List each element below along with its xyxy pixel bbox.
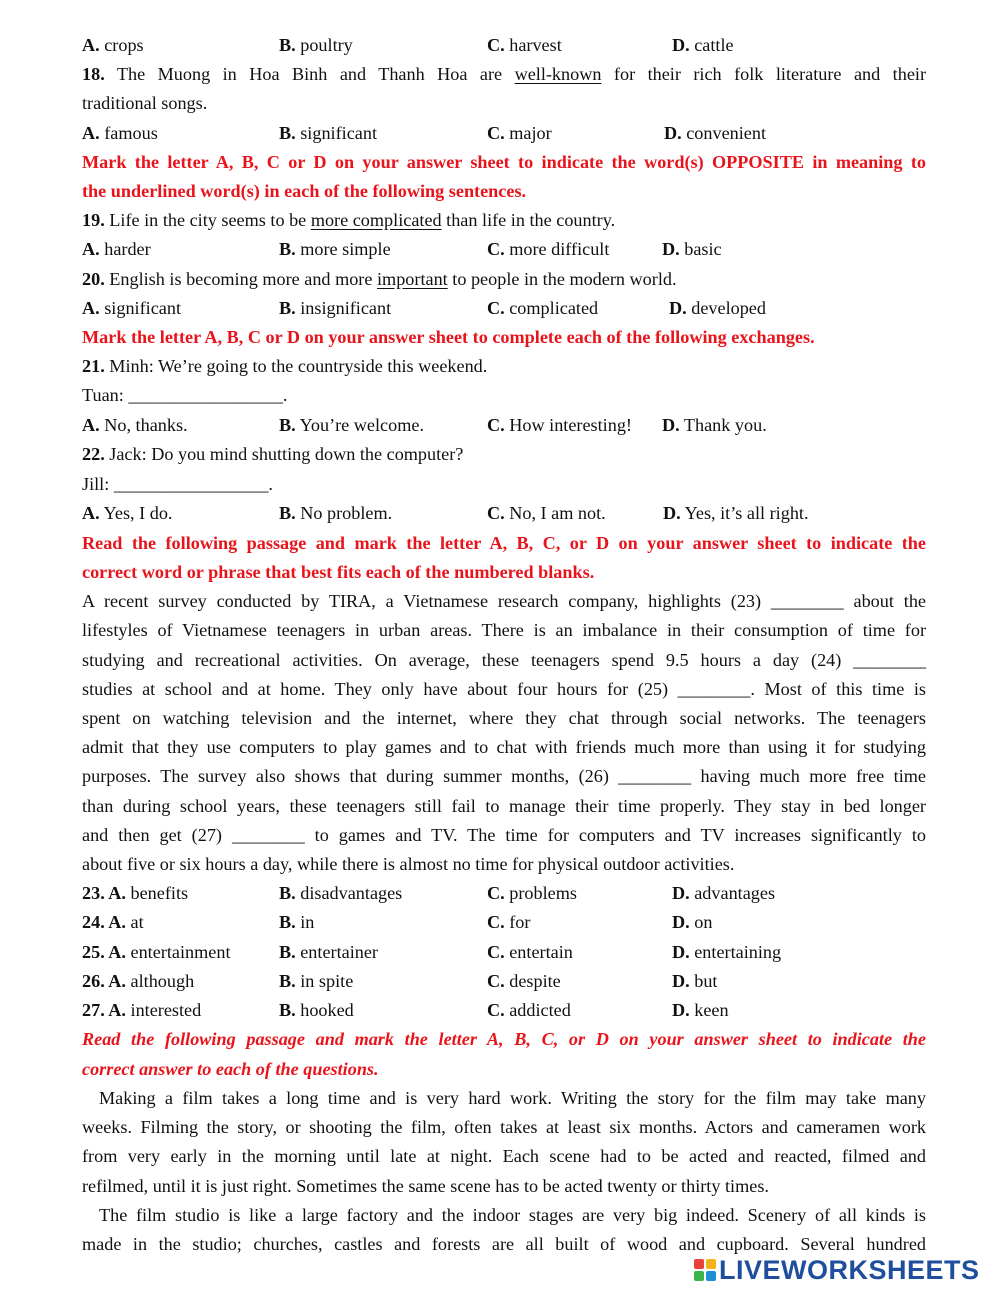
cloze-passage-line: spent on watching television and the internet, where they chat through social networks. The teenagers: [82, 708, 926, 728]
liveworksheets-logo-icon: [694, 1259, 716, 1281]
cloze-passage-line: A recent survey conducted by TIRA, a Vietnamese research company, highlights (23) ________ about the: [82, 591, 926, 611]
cloze-passage-line: admit that they use computers to play games and to chat with friends much more than using it for studying: [82, 737, 926, 757]
q24-option-d[interactable]: D. on: [672, 912, 713, 932]
q26-option-a[interactable]: 26. A. although: [82, 971, 195, 991]
q23-option-b[interactable]: B. disadvantages: [279, 883, 403, 903]
q26-option-b[interactable]: B. in spite: [279, 971, 354, 991]
q23-option-c[interactable]: C. problems: [487, 883, 577, 903]
q27-option-d[interactable]: D. keen: [672, 1000, 729, 1020]
reading-passage-line: The film studio is like a large factory and the indoor stages are very big indeed. Scenery of all kinds is: [99, 1205, 926, 1225]
logo-square: [706, 1259, 716, 1269]
q19-option-b[interactable]: B. more simple: [279, 239, 391, 259]
q22-line2: Jill: _________________.: [82, 474, 273, 494]
q18-stem-line1: 18. The Muong in Hoa Binh and Thanh Hoa are well-known for their rich folk literature and their: [82, 64, 927, 84]
q18-underlined: well-known: [514, 64, 602, 84]
q17-option-c[interactable]: C. harvest: [487, 35, 562, 55]
q24-option-a[interactable]: 24. A. at: [82, 912, 144, 932]
q20-option-b[interactable]: B. insignificant: [279, 298, 392, 318]
instruction-opposite-line2: the underlined word(s) in each of the following sentences.: [82, 181, 527, 201]
cloze-passage-line: lifestyles of Vietnamese teenagers in urban areas. There is an imbalance in their consumption of time for: [82, 620, 926, 640]
q22-option-b[interactable]: B. No problem.: [279, 503, 393, 523]
q22-line1: 22. Jack: Do you mind shutting down the computer?: [82, 444, 464, 464]
q20-stem: 20. English is becoming more and more important to people in the modern world.: [82, 269, 677, 289]
liveworksheets-wordmark: LIVEWORKSHEETS: [719, 1254, 980, 1285]
q27-option-a[interactable]: 27. A. interested: [82, 1000, 202, 1020]
q22-option-a[interactable]: A. Yes, I do.: [82, 503, 173, 523]
cloze-passage-line: purposes. The survey also shows that during summer months, (26) ________ having much more free time: [82, 766, 926, 786]
q20-option-c[interactable]: C. complicated: [487, 298, 599, 318]
q21-line1: 21. Minh: We’re going to the countryside this weekend.: [82, 356, 488, 376]
liveworksheets-logo[interactable]: [694, 1252, 980, 1288]
instruction-exchanges: Mark the letter A, B, C or D on your answer sheet to complete each of the following exchanges.: [82, 327, 815, 347]
q23-option-a[interactable]: 23. A. benefits: [82, 883, 189, 903]
q19-option-a[interactable]: A. harder: [82, 239, 151, 259]
q19-option-d[interactable]: D. basic: [662, 239, 722, 259]
cloze-passage-line: studies at school and at home. They only have about four hours for (25) ________. Most of this time is: [82, 679, 926, 699]
q21-option-c[interactable]: C. How interesting!: [487, 415, 632, 435]
q26-option-d[interactable]: D. but: [672, 971, 718, 991]
q24-option-c[interactable]: C. for: [487, 912, 531, 932]
q25-option-a[interactable]: 25. A. entertainment: [82, 942, 231, 962]
q18-option-a[interactable]: A. famous: [82, 123, 158, 143]
reading-passage-line: Making a film takes a long time and is very hard work. Writing the story for the film may take many: [99, 1088, 926, 1108]
cloze-passage-line: than during school years, these teenagers still fail to manage their time properly. They stay in bed longer: [82, 796, 926, 816]
q19-stem: 19. Life in the city seems to be more complicated than life in the country.: [82, 210, 616, 230]
q21-option-b[interactable]: B. You’re welcome.: [279, 415, 424, 435]
reading-passage-line: from very early in the morning until late at night. Each scene had to be acted and reacted, filmed and: [82, 1146, 926, 1166]
q20-option-d[interactable]: D. developed: [669, 298, 766, 318]
q18-option-d[interactable]: D. convenient: [664, 123, 767, 143]
cloze-passage-line: studying and recreational activities. On average, these teenagers spend 9.5 hours a day (24) ________: [82, 650, 926, 670]
q17-option-a[interactable]: A. crops: [82, 35, 144, 55]
q22-option-d[interactable]: D. Yes, it’s all right.: [663, 503, 809, 523]
instruction-reading-line2: correct answer to each of the questions.: [82, 1059, 379, 1079]
cloze-passage-line: about five or six hours a day, while there is almost no time for physical outdoor activities.: [82, 854, 735, 874]
q21-line2: Tuan: _________________.: [82, 385, 288, 405]
q19-option-c[interactable]: C. more difficult: [487, 239, 610, 259]
q27-option-b[interactable]: B. hooked: [279, 1000, 354, 1020]
q25-option-d[interactable]: D. entertaining: [672, 942, 782, 962]
q22-option-c[interactable]: C. No, I am not.: [487, 503, 606, 523]
q26-option-c[interactable]: C. despite: [487, 971, 561, 991]
q27-option-c[interactable]: C. addicted: [487, 1000, 571, 1020]
q17-option-d[interactable]: D. cattle: [672, 35, 734, 55]
instruction-reading-line1: Read the following passage and mark the letter A, B, C, or D on your answer sheet to indicate the: [82, 1029, 926, 1049]
q24-option-b[interactable]: B. in: [279, 912, 315, 932]
logo-square: [706, 1271, 716, 1281]
q18-stem-line2: traditional songs.: [82, 93, 208, 113]
instruction-cloze-line1: Read the following passage and mark the letter A, B, C, or D on your answer sheet to indicate the: [82, 533, 926, 553]
instruction-opposite-line1: Mark the letter A, B, C or D on your answer sheet to indicate the word(s) OPPOSITE in meaning to: [82, 152, 926, 172]
reading-passage-line: weeks. Filming the story, or shooting the film, often takes at least six months. Actors and cameramen work: [82, 1117, 926, 1137]
q20-underlined: important: [377, 269, 448, 289]
cloze-passage-line: and then get (27) ________ to games and TV. The time for computers and TV increases significantly to: [82, 825, 926, 845]
reading-passage-line: made in the studio; churches, castles and forests are all built of wood and cupboard. Several hundred: [82, 1234, 926, 1254]
q18-option-c[interactable]: C. major: [487, 123, 552, 143]
q18-option-b[interactable]: B. significant: [279, 123, 378, 143]
q17-option-b[interactable]: B. poultry: [279, 35, 353, 55]
logo-square: [694, 1271, 704, 1281]
q21-option-a[interactable]: A. No, thanks.: [82, 415, 188, 435]
reading-passage-line: refilmed, until it is just right. Sometimes the same scene has to be acted twenty or thirty times.: [82, 1176, 769, 1196]
instruction-cloze-line2: correct word or phrase that best fits each of the numbered blanks.: [82, 562, 595, 582]
q21-option-d[interactable]: D. Thank you.: [662, 415, 767, 435]
q19-underlined: more complicated: [310, 210, 442, 230]
q25-option-b[interactable]: B. entertainer: [279, 942, 378, 962]
q20-option-a[interactable]: A. significant: [82, 298, 182, 318]
logo-square: [694, 1259, 704, 1269]
q23-option-d[interactable]: D. advantages: [672, 883, 776, 903]
q25-option-c[interactable]: C. entertain: [487, 942, 573, 962]
